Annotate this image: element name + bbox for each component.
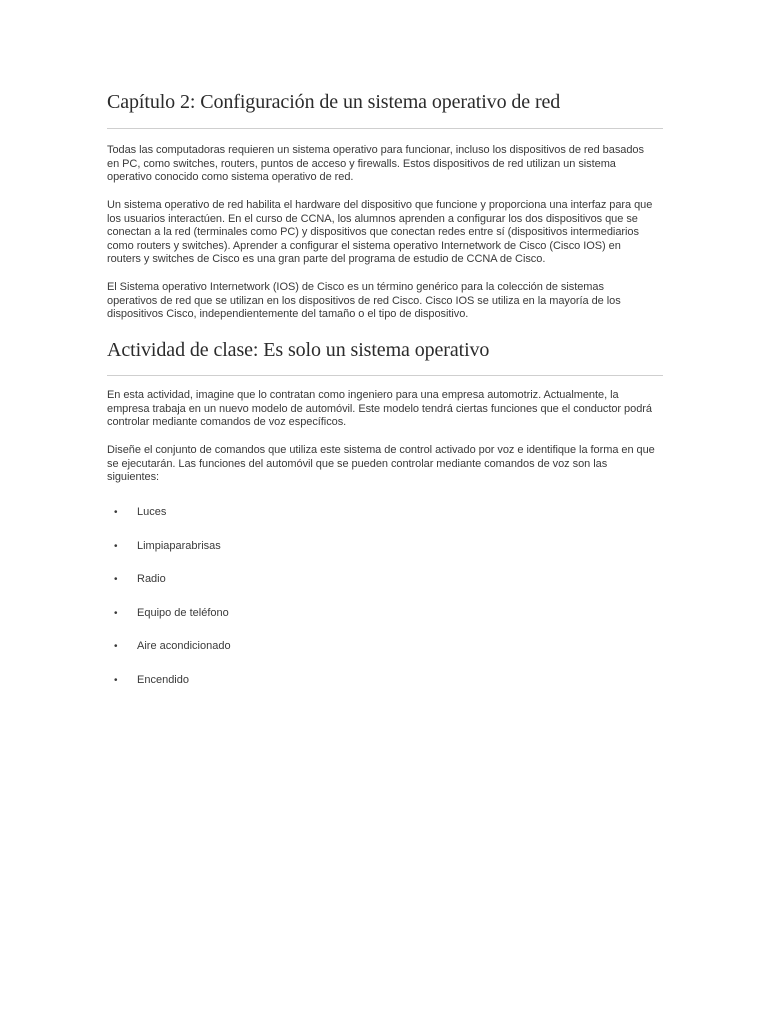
- intro-paragraph: Todas las computadoras requieren un sistema operativo para funcionar, incluso los dispositivos de red basados en PC, como switches, routers, puntos de acceso y firewalls. Estos dispositivos de red utilizan un sistema operativo conocido como sistema operativo de red.: [107, 144, 644, 184]
- bullet-icon: •: [114, 540, 118, 552]
- list-item: [107, 573, 663, 607]
- bullet-icon: •: [114, 674, 118, 686]
- list-item: [107, 674, 663, 708]
- list-item: [107, 607, 663, 641]
- activity-task-paragraph: Diseñe el conjunto de comandos que utiliza este sistema de control activado por voz e identifique la forma en que se ejecutarán. Las funciones del automóvil que se pueden controlar mediante comandos de voz son las siguientes:: [107, 444, 655, 484]
- list-item-label: Equipo de teléfono: [137, 606, 229, 619]
- list-item-label: Aire acondicionado: [137, 640, 231, 652]
- list-item-label: Radio: [137, 573, 166, 585]
- bullet-icon: •: [114, 641, 118, 652]
- activity-title: Actividad de clase: Es solo un sistema operativo: [107, 339, 490, 361]
- chapter-title: Capítulo 2: Configuración de un sistema operativo de red: [107, 91, 561, 113]
- title-divider: [107, 128, 663, 129]
- activity-intro-paragraph: En esta actividad, imagine que lo contratan como ingeniero para una empresa automotriz. Actualmente, la empresa trabaja en un nuevo modelo de automóvil. Este modelo tendrá ciertas funciones que el conductor podrá controlar mediante comandos de voz específicos.: [107, 389, 652, 429]
- list-item-label: Encendido: [137, 673, 189, 686]
- voice-functions-list: [107, 506, 663, 707]
- activity-divider: [107, 375, 663, 376]
- bullet-icon: •: [114, 574, 118, 585]
- list-item: [107, 640, 663, 674]
- bullet-icon: •: [114, 607, 118, 619]
- bullet-icon: •: [114, 507, 118, 518]
- list-item-label: Luces: [137, 506, 167, 518]
- list-item-label: Limpiaparabrisas: [137, 539, 221, 552]
- list-item: [107, 506, 663, 540]
- list-item: [107, 540, 663, 574]
- ios-paragraph: El Sistema operativo Internetwork (IOS) de Cisco es un término genérico para la colección de sistemas operativos de red que se utilizan en los dispositivos de red Cisco. Cisco IOS se utiliza en la mayoría de los dispositivos Cisco, independientemente del tamaño o el tipo de dispositivo.: [107, 281, 621, 321]
- nos-paragraph: Un sistema operativo de red habilita el hardware del dispositivo que funcione y proporciona una interfaz para que los usuarios interactúen. En el curso de CCNA, los alumnos aprenden a configurar los dos dispositivos que se conectan a la red (terminales como PC) y dispositivos que conectan redes entre sí (dispositivos intermediarios como routers y switches). Aprender a configurar el sistema operativo Internetwork de Cisco (Cisco IOS) en routers y switches de Cisco es una gran parte del programa de estudio de CCNA de Cisco.: [107, 199, 653, 266]
